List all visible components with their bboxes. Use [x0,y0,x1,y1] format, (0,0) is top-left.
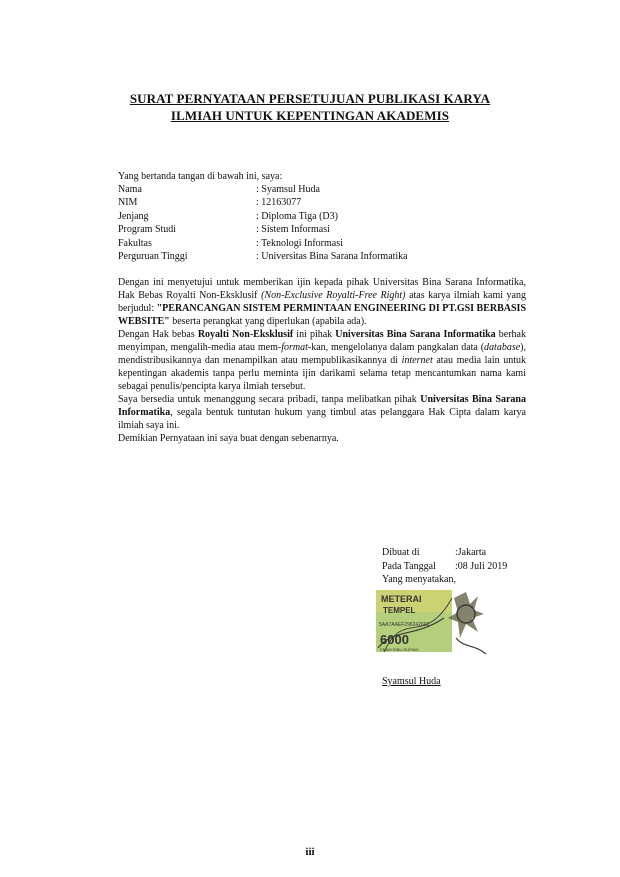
signer-name: Syamsul Huda [382,676,441,687]
place-value: :Jakarta [455,547,487,558]
text-span: atau media lain untuk kepentingan akademis tanpa perlu meminta ijin darikami selama tetap mencantumkan nama kami sebagai penulis/pencipta karya ilmiah tersebut. [118,355,526,393]
text-span: Dengan ini menyetujui untuk memberikan ijin kepada pihak Universitas Bina Sarana Informatika, Hak Bebas Royalti Non-Eksklusif [118,277,526,302]
stamp-value: 6000 [380,632,409,647]
text-span: Dengan Hak bebas [118,329,198,341]
identity-row [118,210,408,223]
stamp-line-1: METERAI [381,594,422,604]
identity-table [118,183,408,263]
identity-label: Nama [118,184,142,195]
stamp-text: ENAM RIBU RUPIAH [380,647,419,652]
paragraph-liability [118,393,526,432]
text-span: Saya bersedia untuk menanggung secara pribadi, tanpa melibatkan pihak [118,394,421,406]
identity-label: Fakultas [118,237,152,249]
title-line-2: ILMIAH UNTUK KEPENTINGAN AKADEMIS [170,108,450,123]
text-italic: (Non-Exclusive Royalti-Free Right) [261,290,406,302]
identity-row [118,223,408,236]
text-italic: database [484,342,521,354]
text-span: ini pihak [293,329,336,341]
text-span: berhak menyimpan, mengalih-media atau mem- [118,329,526,354]
document-body [118,170,526,445]
identity-value: : Diploma Tiga (D3) [256,210,338,222]
identity-value: : Sistem Informasi [256,224,330,236]
identity-label: Program Studi [118,224,177,236]
thesis-title: "PERANCANGAN SISTEM PERMINTAAN ENGINEERING DI PT.GSI BERBASIS WEBSITE" [118,303,527,328]
identity-label: Jenjang [118,210,149,222]
paragraph-rights [118,328,526,393]
identity-row [118,183,408,196]
stamp-line-2: TEMPEL [383,606,416,615]
paragraph-closing: Demikian Pernyataan ini saya buat dengan sebenarnya. [118,433,339,445]
identity-row [118,250,408,263]
identity-value: : Syamsul Huda [256,184,320,195]
statement-paragraphs [118,276,526,445]
date-label: Pada Tanggal [382,560,436,572]
date-row [382,560,507,574]
text-italic: internet [401,355,433,367]
stamp-code: 5AA7AAEF296242603 [379,622,430,628]
title-line-1: SURAT PERNYATAAN PERSETUJUAN PUBLIKASI KARYA [129,91,491,106]
identity-label: Perguruan Tinggi [118,251,188,263]
document-title [60,90,560,124]
text-italic: format [281,342,308,354]
identity-row [118,237,408,250]
text-span: atas karya ilmiah kami yang berjudul: [118,290,526,315]
page-number: iii [305,846,315,858]
signature-block [382,546,507,587]
date-value: :08 Juli 2019 [455,560,508,572]
text-span: , segala bentuk tuntutan hukum yang timbul atas pelanggara Hak Cipta dalam karya ilmiah saya ini. [118,407,526,432]
paragraph-consent [118,276,526,328]
text-span: ), mendistribusikannya dan menampilkan atau mempublikasikannya di [118,342,526,367]
place-label: Dibuat di [382,547,420,558]
identity-value: : Teknologi Informasi [256,237,343,249]
identity-value: : 12163077 [256,197,302,209]
closing-text: Yang menyatakan, [382,574,456,585]
intro-text: Yang bertanda tangan di bawah ini, saya: [118,171,283,182]
text-span: beserta perangkat yang diperlukan (apabila ada). [169,316,367,328]
text-span: -kan, mengelolanya dalam pangkalan data ( [307,342,485,354]
place-row [382,546,507,560]
text-bold: Universitas Bina Sarana Informatika [335,329,496,341]
text-bold: Royalti Non-Eksklusif [197,329,294,341]
identity-label: NIM [118,197,138,209]
identity-row [118,196,408,209]
meterai-stamp-image [374,588,494,660]
text-bold: Universitas Bina Sarana Informatika [118,394,526,419]
identity-value: : Universitas Bina Sarana Informatika [256,251,408,263]
